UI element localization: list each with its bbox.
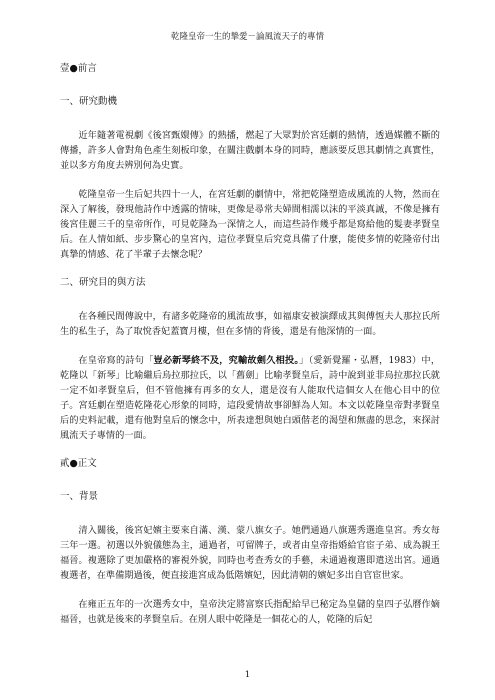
quote-trailing-text: 」（愛新覺羅・弘曆，1983）中，乾隆以「新琴」比喻繼后烏拉那拉氏，以「舊劍」比喻孝賢皇后，詩中說到並非烏拉那拉氏就一定不如孝賢皇后，但不管他擁有再多的女人，還是沒有人能取代這個女人在他心目中的位子。宮廷劇在塑造乾隆花心形象的同時，這段愛情故事卻鮮為人知。本文以乾隆皇帝對孝賢皇后的史料記載，還有他對皇后的懷念中，所表達想與她白頭偕老的渴望和無盡的思念，來探討風流天子專情的一面。: [60, 355, 441, 441]
paragraph: 在各種民間傳說中，有諸多乾隆帝的風流故事，如福康安被演繹成其與傅恆夫人那拉氏所生的私生子，為了取悅香妃蓋寶月樓，但在多情的背後，還是有他深情的一面。: [60, 311, 440, 337]
quote-lead-text: 在皇帝寫的詩句「: [78, 355, 154, 366]
paragraph: 清入關後，後宮妃嬪主要來自滿、漢、蒙八旗女子。她們通過八旗選秀選進皇宮。秀女每三年一選。初選以外貌儀態為主，通過者，可留牌子，或者由皇帝指婚給官宦子弟、成為親王福晉。複選除了更加嚴格的審視外貌，同時也考查秀女的手藝，未通過複選即遣送出宮。通過複選者，在準備期過後，便直接進宮成為低階嬪妃，因此清朝的嬪妃多出自官宦世家。: [60, 525, 440, 581]
subsection-heading-motivation: 一、研究動機: [60, 96, 118, 107]
paragraph-with-poem-quote: [60, 353, 440, 443]
running-header: 乾隆皇帝一生的摯愛－論風流天子的專情: [170, 32, 324, 42]
paragraph: 在雍正五年的一次選秀女中，皇帝決定將富察氏指配給早已秘定為皇儲的皇四子弘曆作嫡福晉，也就是後來的孝賢皇后。在別人眼中乾隆是一個花心的人，乾隆的后妃: [60, 599, 440, 625]
paragraph: 乾隆皇帝一生后妃共四十一人，在宮廷劇的劇情中，常把乾隆塑造成風流的人物，然而在深入了解後，發現他詩作中透露的情味，更像是尋常夫婦間相濡以沫的平淡真誠，不像是擁有後宮佳麗三千的皇帝所作，可見乾隆為一深情之人，而這些詩作幾乎都是寫給他的髮妻孝賢皇后。在人情如紙、步步驚心的皇宮內，這位孝賢皇后究竟具備了什麼，能使多情的乾隆帝付出真摯的情感、花了半輩子去懷念呢？: [60, 189, 440, 260]
document-body: [60, 62, 440, 641]
page-number: 1: [244, 670, 251, 680]
paragraph: 近年隨著電視劇《後宮甄嬛傳》的熱播，燃起了大眾對於宮廷劇的熱情，透過媒體不斷的傳播，許多人會對角色產生刻板印象，在關注戲劇本身的同時，應該要反思其劇情之真實性，並以多方角度去辨別何為史實。: [60, 130, 440, 171]
section-heading-main-text: 貳●正文: [60, 458, 97, 469]
subsection-heading-purpose-method: 二、研究目的與方法: [60, 277, 146, 288]
section-heading-preface: 壹●前言: [60, 63, 97, 74]
subsection-heading-background: 一、背景: [60, 491, 99, 502]
poem-quote: 豈必新琴終不及，究輸故劍久相投。: [153, 355, 300, 366]
